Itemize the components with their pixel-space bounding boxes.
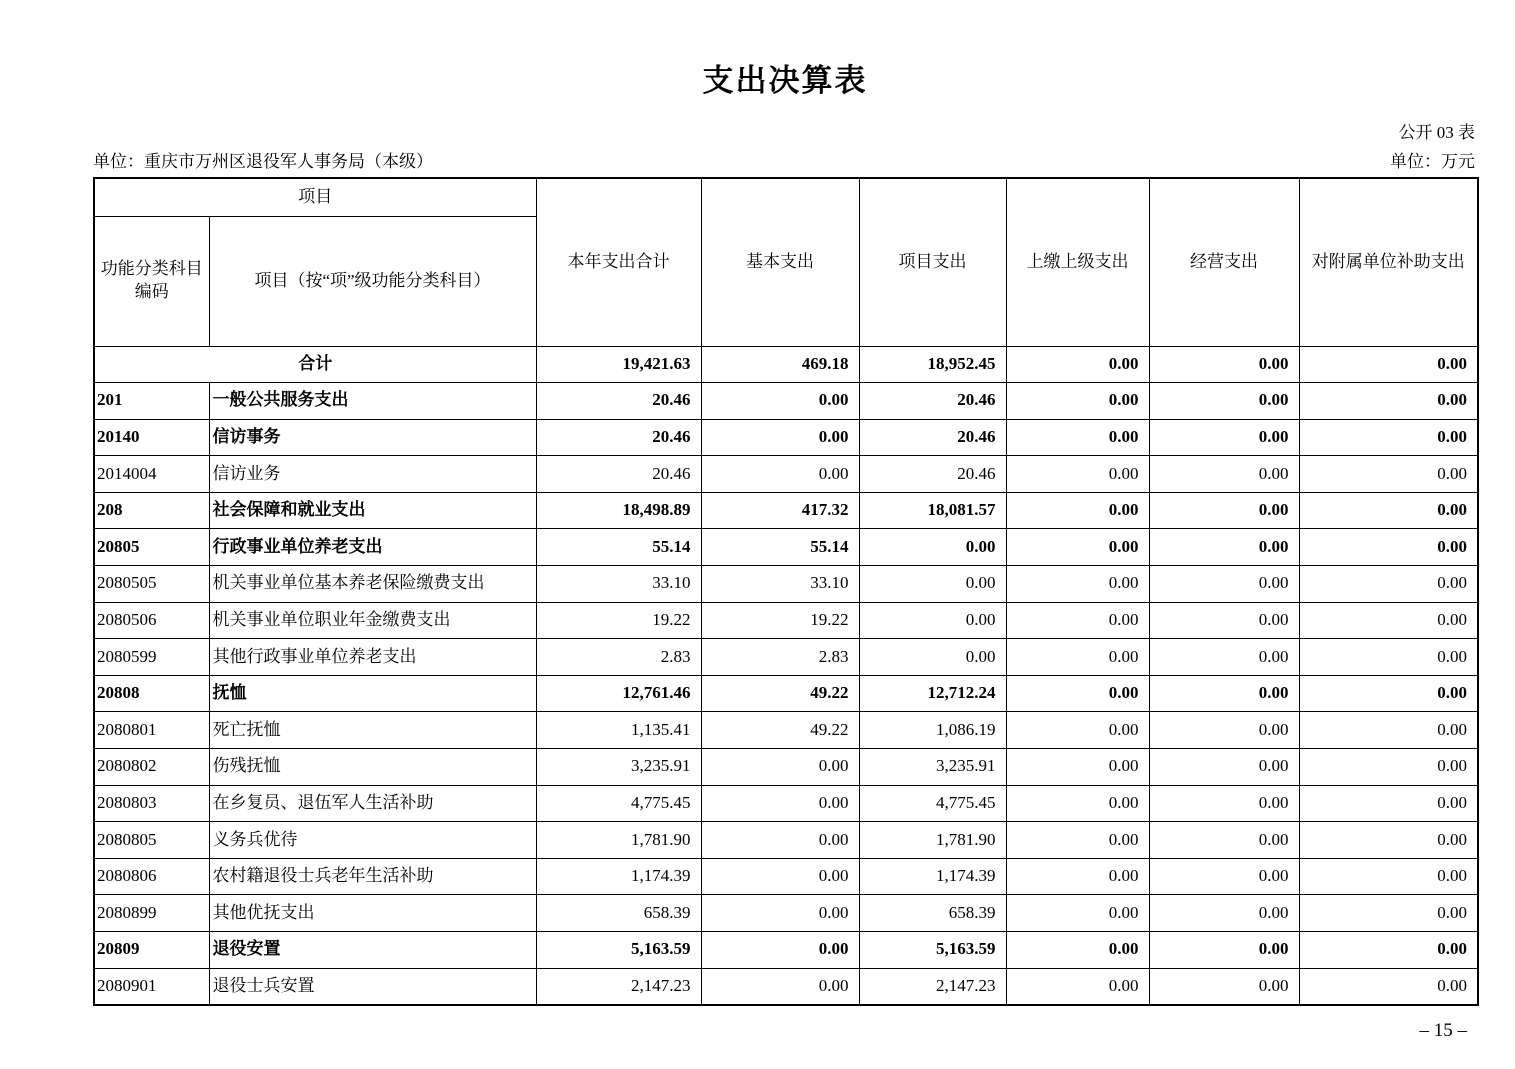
function-code-cell: 2080803 xyxy=(94,785,209,822)
value-cell: 0.00 xyxy=(701,749,859,786)
value-cell: 20.46 xyxy=(859,383,1006,420)
org-unit-label: 单位：重庆市万州区退役军人事务局（本级） xyxy=(93,152,433,171)
function-code-cell: 2080801 xyxy=(94,712,209,749)
table-row xyxy=(94,566,1478,603)
header-function-code: 功能分类科目编码 xyxy=(94,216,209,346)
value-cell: 1,174.39 xyxy=(859,858,1006,895)
value-cell: 0.00 xyxy=(1006,639,1149,676)
table-row xyxy=(94,895,1478,932)
value-cell: 0.00 xyxy=(1006,749,1149,786)
value-cell: 19,421.63 xyxy=(536,346,701,383)
value-cell: 20.46 xyxy=(536,456,701,493)
value-cell: 0.00 xyxy=(1149,529,1299,566)
value-cell: 0.00 xyxy=(1299,529,1478,566)
value-cell: 0.00 xyxy=(1299,639,1478,676)
value-cell: 3,235.91 xyxy=(536,749,701,786)
value-cell: 0.00 xyxy=(859,639,1006,676)
value-cell: 33.10 xyxy=(536,566,701,603)
item-name-cell: 信访事务 xyxy=(209,419,536,456)
value-cell: 0.00 xyxy=(1299,492,1478,529)
value-cell: 0.00 xyxy=(701,822,859,859)
value-cell: 0.00 xyxy=(1149,566,1299,603)
header-project-group: 项目 xyxy=(94,178,536,216)
value-cell: 0.00 xyxy=(1299,675,1478,712)
value-cell: 0.00 xyxy=(1149,346,1299,383)
function-code-cell: 20809 xyxy=(94,932,209,969)
value-cell: 0.00 xyxy=(1149,456,1299,493)
page-number: – 15 – xyxy=(1419,1020,1467,1041)
value-cell: 469.18 xyxy=(701,346,859,383)
table-row xyxy=(94,529,1478,566)
value-cell: 0.00 xyxy=(1299,456,1478,493)
item-name-cell: 信访业务 xyxy=(209,456,536,493)
table-row xyxy=(94,785,1478,822)
value-cell: 0.00 xyxy=(1149,383,1299,420)
item-name-cell: 义务兵优待 xyxy=(209,822,536,859)
table-row xyxy=(94,383,1478,420)
value-cell: 1,135.41 xyxy=(536,712,701,749)
value-cell: 0.00 xyxy=(1006,492,1149,529)
item-name-cell: 其他行政事业单位养老支出 xyxy=(209,639,536,676)
value-cell: 0.00 xyxy=(1299,895,1478,932)
value-cell: 0.00 xyxy=(701,383,859,420)
value-cell: 20.46 xyxy=(536,383,701,420)
value-cell: 0.00 xyxy=(1149,858,1299,895)
function-code-cell: 2080899 xyxy=(94,895,209,932)
table-row xyxy=(94,675,1478,712)
value-cell: 0.00 xyxy=(1006,895,1149,932)
value-cell: 0.00 xyxy=(1006,602,1149,639)
value-cell: 3,235.91 xyxy=(859,749,1006,786)
header-item-name: 项目（按“项”级功能分类科目） xyxy=(209,216,536,346)
value-cell: 1,781.90 xyxy=(536,822,701,859)
value-cell: 1,086.19 xyxy=(859,712,1006,749)
value-cell: 658.39 xyxy=(859,895,1006,932)
value-cell: 0.00 xyxy=(1149,492,1299,529)
function-code-cell: 20805 xyxy=(94,529,209,566)
value-cell: 0.00 xyxy=(1149,602,1299,639)
value-cell: 0.00 xyxy=(1149,749,1299,786)
value-cell: 0.00 xyxy=(1149,712,1299,749)
value-cell: 0.00 xyxy=(1299,785,1478,822)
value-cell: 2.83 xyxy=(701,639,859,676)
value-cell: 0.00 xyxy=(1006,383,1149,420)
table-code-label: 公开 03 表 xyxy=(1398,123,1475,142)
value-cell: 0.00 xyxy=(1149,675,1299,712)
header-total-expenditure: 本年支出合计 xyxy=(536,178,701,346)
header-subsidy-expenditure: 对附属单位补助支出 xyxy=(1299,178,1478,346)
value-cell: 0.00 xyxy=(701,895,859,932)
value-cell: 0.00 xyxy=(1299,566,1478,603)
value-cell: 19.22 xyxy=(701,602,859,639)
value-cell: 0.00 xyxy=(701,858,859,895)
table-row xyxy=(94,492,1478,529)
function-code-cell: 208 xyxy=(94,492,209,529)
expenditure-table xyxy=(93,177,1479,1006)
value-cell: 0.00 xyxy=(1006,932,1149,969)
header-upturned-expenditure: 上缴上级支出 xyxy=(1006,178,1149,346)
value-cell: 417.32 xyxy=(701,492,859,529)
value-cell: 0.00 xyxy=(1299,602,1478,639)
table-row xyxy=(94,932,1478,969)
value-cell: 20.46 xyxy=(536,419,701,456)
table-row xyxy=(94,749,1478,786)
value-cell: 12,712.24 xyxy=(859,675,1006,712)
table-body xyxy=(94,346,1478,1005)
item-name-cell: 行政事业单位养老支出 xyxy=(209,529,536,566)
item-name-cell: 退役安置 xyxy=(209,932,536,969)
value-cell: 1,174.39 xyxy=(536,858,701,895)
function-code-cell: 20808 xyxy=(94,675,209,712)
value-cell: 0.00 xyxy=(1006,822,1149,859)
table-row xyxy=(94,419,1478,456)
function-code-cell: 2080505 xyxy=(94,566,209,603)
page-title: 支出决算表 xyxy=(702,63,868,98)
value-cell: 0.00 xyxy=(1299,858,1478,895)
header-operating-expenditure: 经营支出 xyxy=(1149,178,1299,346)
value-cell: 0.00 xyxy=(701,419,859,456)
value-cell: 0.00 xyxy=(1006,858,1149,895)
value-cell: 0.00 xyxy=(701,456,859,493)
item-name-cell: 死亡抚恤 xyxy=(209,712,536,749)
value-cell: 0.00 xyxy=(1006,456,1149,493)
value-cell: 0.00 xyxy=(1149,932,1299,969)
value-cell: 19.22 xyxy=(536,602,701,639)
item-name-cell: 伤残抚恤 xyxy=(209,749,536,786)
value-cell: 0.00 xyxy=(1149,785,1299,822)
value-cell: 18,081.57 xyxy=(859,492,1006,529)
value-cell: 0.00 xyxy=(1006,712,1149,749)
value-cell: 4,775.45 xyxy=(859,785,1006,822)
value-cell: 0.00 xyxy=(859,529,1006,566)
value-cell: 5,163.59 xyxy=(536,932,701,969)
value-cell: 0.00 xyxy=(1149,419,1299,456)
function-code-cell: 2080806 xyxy=(94,858,209,895)
value-cell: 658.39 xyxy=(536,895,701,932)
value-cell: 0.00 xyxy=(1299,419,1478,456)
value-cell: 20.46 xyxy=(859,419,1006,456)
value-cell: 0.00 xyxy=(1006,968,1149,1005)
value-cell: 0.00 xyxy=(1006,529,1149,566)
value-cell: 0.00 xyxy=(1006,566,1149,603)
value-cell: 33.10 xyxy=(701,566,859,603)
item-name-cell: 在乡复员、退伍军人生活补助 xyxy=(209,785,536,822)
item-name-cell: 抚恤 xyxy=(209,675,536,712)
item-name-cell: 社会保障和就业支出 xyxy=(209,492,536,529)
value-cell: 55.14 xyxy=(536,529,701,566)
function-code-cell: 2080802 xyxy=(94,749,209,786)
item-name-cell: 机关事业单位职业年金缴费支出 xyxy=(209,602,536,639)
table-row xyxy=(94,822,1478,859)
currency-unit-label: 单位：万元 xyxy=(1390,152,1475,171)
table-row xyxy=(94,858,1478,895)
item-name-cell: 一般公共服务支出 xyxy=(209,383,536,420)
value-cell: 55.14 xyxy=(701,529,859,566)
table-row xyxy=(94,456,1478,493)
total-row xyxy=(94,346,1478,383)
item-name-cell: 农村籍退役士兵老年生活补助 xyxy=(209,858,536,895)
function-code-cell: 2080901 xyxy=(94,968,209,1005)
value-cell: 0.00 xyxy=(1299,346,1478,383)
value-cell: 2,147.23 xyxy=(536,968,701,1005)
function-code-cell: 2080506 xyxy=(94,602,209,639)
item-name-cell: 其他优抚支出 xyxy=(209,895,536,932)
table-row xyxy=(94,639,1478,676)
value-cell: 2.83 xyxy=(536,639,701,676)
function-code-cell: 2080599 xyxy=(94,639,209,676)
value-cell: 49.22 xyxy=(701,675,859,712)
value-cell: 0.00 xyxy=(701,932,859,969)
value-cell: 12,761.46 xyxy=(536,675,701,712)
value-cell: 0.00 xyxy=(1299,383,1478,420)
header-row-1 xyxy=(94,178,1478,216)
table-header xyxy=(94,178,1478,346)
value-cell: 0.00 xyxy=(1149,968,1299,1005)
value-cell: 5,163.59 xyxy=(859,932,1006,969)
table-row xyxy=(94,968,1478,1005)
value-cell: 0.00 xyxy=(1149,822,1299,859)
value-cell: 0.00 xyxy=(1149,639,1299,676)
value-cell: 0.00 xyxy=(701,785,859,822)
value-cell: 0.00 xyxy=(1006,675,1149,712)
value-cell: 0.00 xyxy=(1299,968,1478,1005)
item-name-cell: 机关事业单位基本养老保险缴费支出 xyxy=(209,566,536,603)
total-label-cell: 合计 xyxy=(94,346,536,383)
function-code-cell: 2014004 xyxy=(94,456,209,493)
value-cell: 49.22 xyxy=(701,712,859,749)
value-cell: 0.00 xyxy=(859,566,1006,603)
value-cell: 2,147.23 xyxy=(859,968,1006,1005)
value-cell: 0.00 xyxy=(1006,346,1149,383)
header-basic-expenditure: 基本支出 xyxy=(701,178,859,346)
value-cell: 0.00 xyxy=(1299,749,1478,786)
table-row xyxy=(94,602,1478,639)
value-cell: 0.00 xyxy=(1149,895,1299,932)
value-cell: 1,781.90 xyxy=(859,822,1006,859)
value-cell: 18,952.45 xyxy=(859,346,1006,383)
value-cell: 0.00 xyxy=(1299,822,1478,859)
value-cell: 20.46 xyxy=(859,456,1006,493)
value-cell: 18,498.89 xyxy=(536,492,701,529)
value-cell: 0.00 xyxy=(1006,419,1149,456)
value-cell: 0.00 xyxy=(859,602,1006,639)
value-cell: 0.00 xyxy=(1299,932,1478,969)
value-cell: 4,775.45 xyxy=(536,785,701,822)
function-code-cell: 201 xyxy=(94,383,209,420)
value-cell: 0.00 xyxy=(1299,712,1478,749)
item-name-cell: 退役士兵安置 xyxy=(209,968,536,1005)
function-code-cell: 2080805 xyxy=(94,822,209,859)
header-project-expenditure: 项目支出 xyxy=(859,178,1006,346)
table-row xyxy=(94,712,1478,749)
function-code-cell: 20140 xyxy=(94,419,209,456)
value-cell: 0.00 xyxy=(1006,785,1149,822)
value-cell: 0.00 xyxy=(701,968,859,1005)
